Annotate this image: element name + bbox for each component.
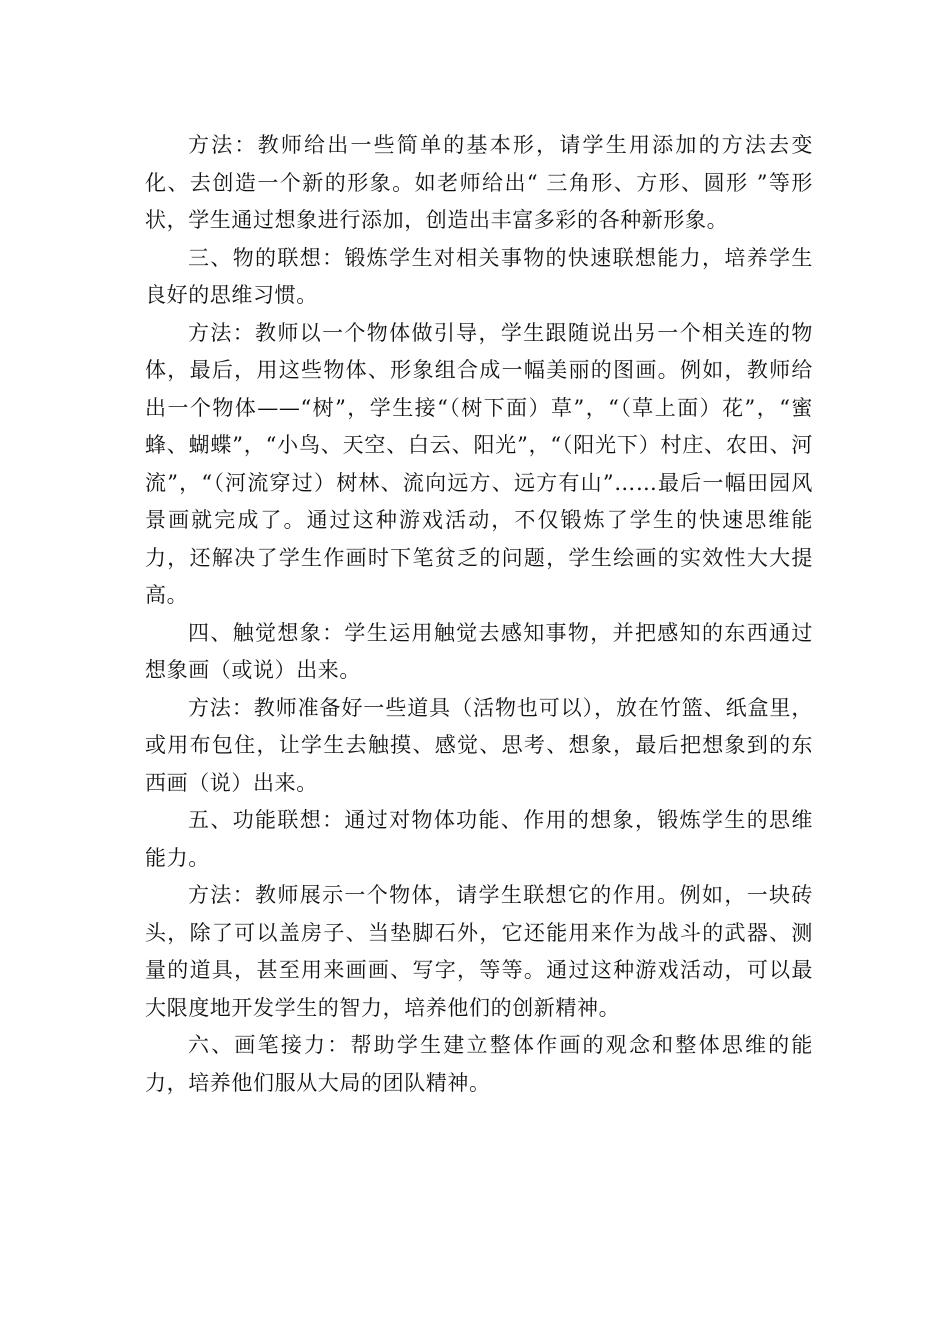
paragraph-heading-brush-relay: 六、画笔接力：帮助学生建立整体作画的观念和整体思维的能力，培养他们服从大局的团队精神。 — [145, 1033, 813, 1095]
paragraph-method-object-association: 方法：教师以一个物体做引导，学生跟随说出另一个相关连的物体，最后，用这些物体、形象组合成一幅美丽的图画。例如，教师给出一个物体——“树”，学生接“（树下面）草”，“（草上面）花”，“蜜蜂、蝴蝶”，“小鸟、天空、白云、阳光”，“（阳光下）村庄、农田、河流”，“（河流穿过）树林、流向远方、远方有山”……最后一幅田园风景画就完成了。通过这种游戏活动，不仅锻炼了学生的快速思维能力，还解决了学生作画时下笔贫乏的问题，学生绘画的实效性大大提高。 — [145, 320, 813, 607]
paragraph-method-addition: 方法：教师给出一些简单的基本形，请学生用添加的方法去变化、去创造一个新的形象。如老师给出“ 三角形、方形、圆形 ”等形状，学生通过想象进行添加，创造出丰富多彩的各种新形象。 — [145, 133, 813, 232]
paragraph-heading-object-association: 三、物的联想：锻炼学生对相关事物的快速联想能力，培养学生良好的思维习惯。 — [145, 245, 813, 307]
paragraph-method-function-association: 方法：教师展示一个物体，请学生联想它的作用。例如，一块砖头，除了可以盖房子、当垫脚石外，它还能用来作为战斗的武器、测量的道具，甚至用来画画、写字，等等。通过这种游戏活动，可以最大限度地开发学生的智力，培养他们的创新精神。 — [145, 883, 813, 1020]
paragraph-heading-function-association: 五、功能联想：通过对物体功能、作用的想象，锻炼学生的思维能力。 — [145, 808, 813, 870]
document-body — [145, 127, 813, 1102]
paragraph-heading-tactile-imagination: 四、触觉想象：学生运用触觉去感知事物，并把感知的东西通过想象画（或说）出来。 — [145, 620, 813, 682]
paragraph-method-tactile-imagination: 方法：教师准备好一些道具（活物也可以），放在竹篮、纸盒里，或用布包住，让学生去触摸、感觉、思考、想象，最后把想象到的东西画（说）出来。 — [145, 695, 813, 795]
